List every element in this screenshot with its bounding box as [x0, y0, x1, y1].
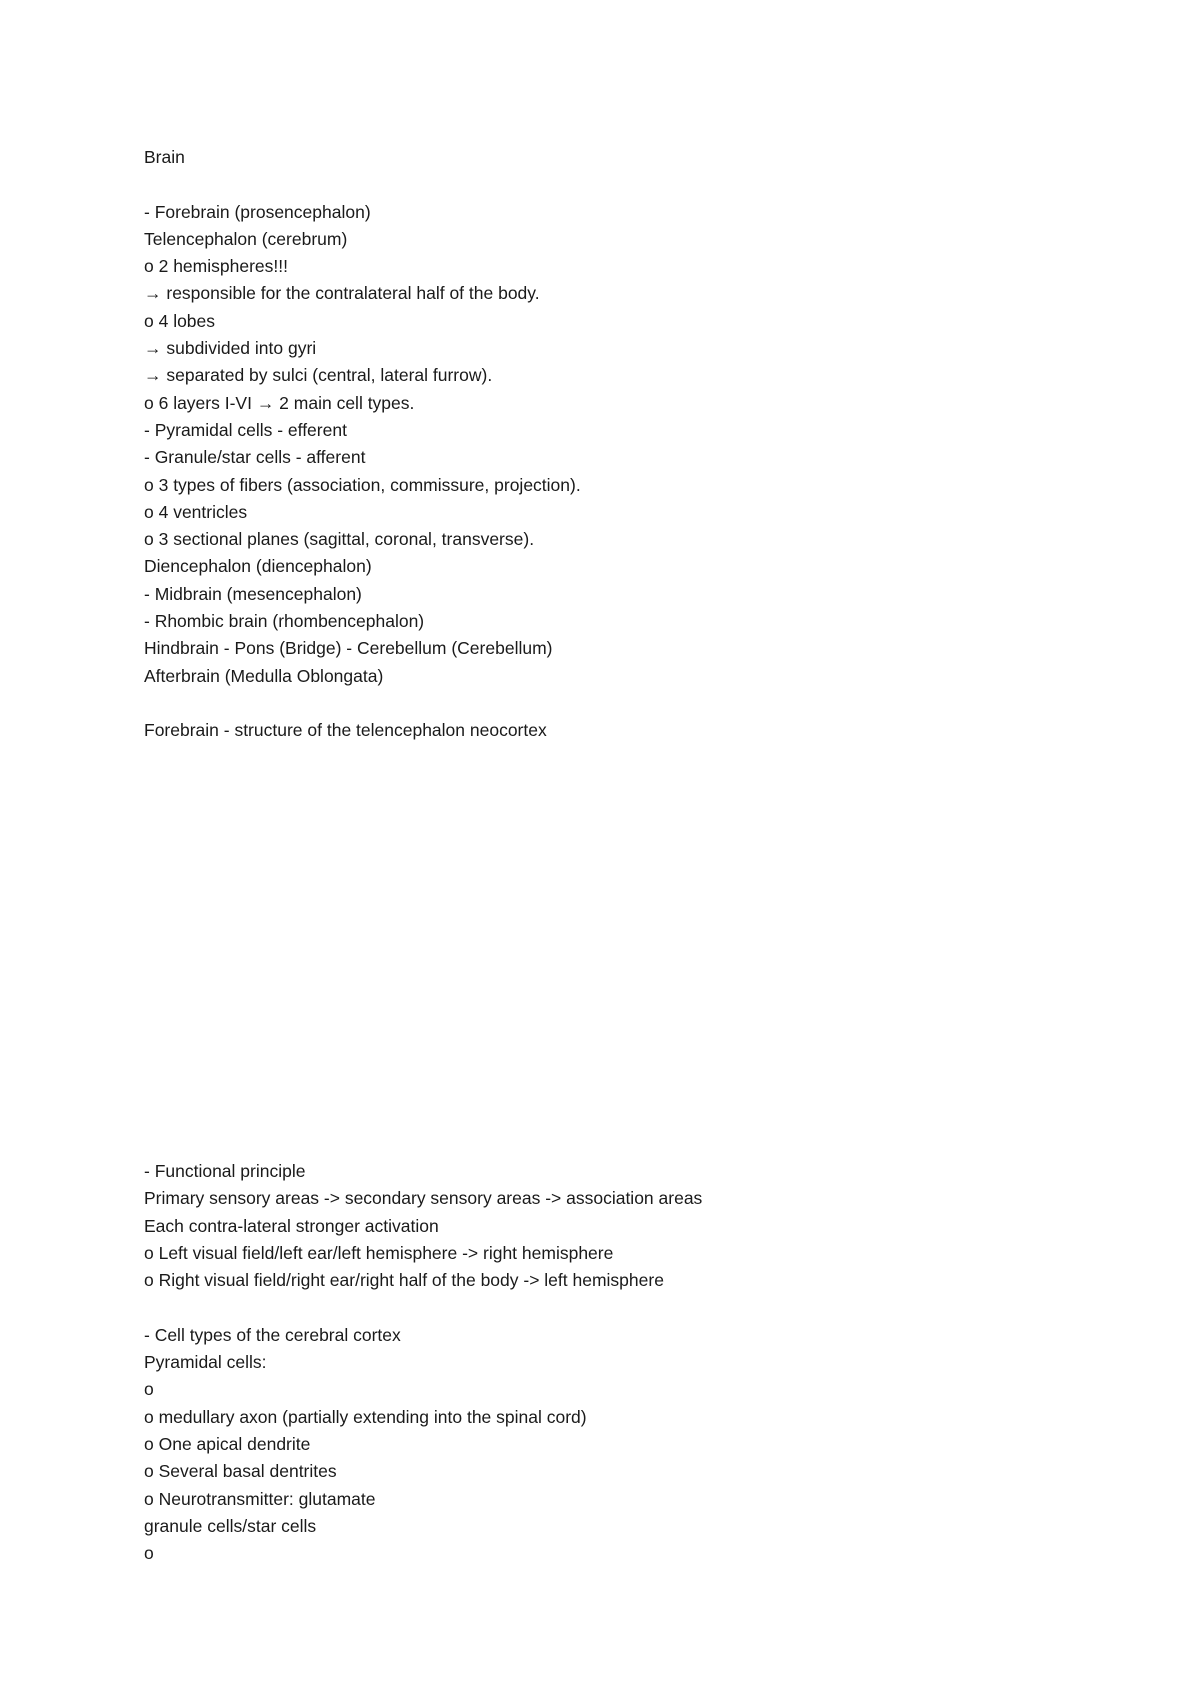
text-line: o 2 hemispheres!!!	[144, 256, 288, 277]
text-line: Each contra-lateral stronger activation	[144, 1215, 439, 1236]
blank-line	[144, 690, 581, 717]
blank-line	[144, 171, 581, 198]
text-line: o	[144, 1379, 154, 1400]
text-line: Pyramidal cells:	[144, 1352, 267, 1373]
text-line: o Right visual field/right ear/right half of the body -> left hemisphere	[144, 1270, 664, 1291]
text-line: - Rhombic brain (rhombencephalon)	[144, 611, 425, 632]
text-line: Diencephalon (diencephalon)	[144, 556, 372, 577]
text-block-functional-principle	[144, 1158, 702, 1567]
text-line: - Functional principle	[144, 1161, 306, 1181]
text-line: o 4 lobes	[144, 310, 216, 331]
text-line: o One apical dendrite	[144, 1433, 311, 1454]
text-line: o 3 sectional planes (sagittal, coronal, transverse).	[144, 529, 535, 550]
text-line: - Midbrain (mesencephalon)	[144, 583, 362, 604]
text-line: Afterbrain (Medulla Oblongata)	[144, 665, 384, 686]
text-line: → separated by sulci (central, lateral furrow).	[144, 365, 493, 386]
text-line: o 6 layers I-VI → 2 main cell types.	[144, 392, 415, 413]
text-line: - Granule/star cells - afferent	[144, 447, 366, 468]
text-line: o Several basal dentrites	[144, 1461, 337, 1482]
text-line: o Neurotransmitter: glutamate	[144, 1488, 376, 1509]
text-line: - Pyramidal cells - efferent	[144, 419, 347, 440]
text-line: o medullary axon (partially extending into the spinal cord)	[144, 1406, 587, 1427]
text-line: Hindbrain - Pons (Bridge) - Cerebellum (Cerebellum)	[144, 638, 553, 659]
text-line: - Cell types of the cerebral cortex	[144, 1324, 401, 1345]
text-line: granule cells/star cells	[144, 1515, 317, 1536]
text-line: Forebrain - structure of the telencephalon neocortex	[144, 720, 547, 741]
text-line: Brain	[144, 147, 185, 167]
text-block-brain-overview	[144, 144, 581, 745]
text-line: Primary sensory areas -> secondary sensory areas -> association areas	[144, 1188, 703, 1209]
text-line: o 3 types of fibers (association, commissure, projection).	[144, 474, 581, 495]
blank-line	[144, 1294, 702, 1321]
text-line: → subdivided into gyri	[144, 338, 317, 359]
text-line: - Forebrain (prosencephalon)	[144, 201, 371, 222]
text-line: o	[144, 1543, 154, 1564]
text-line: Telencephalon (cerebrum)	[144, 228, 348, 249]
text-line: o 4 ventricles	[144, 501, 248, 522]
text-line: o Left visual field/left ear/left hemisphere -> right hemisphere	[144, 1242, 614, 1263]
text-line: → responsible for the contralateral half of the body.	[144, 283, 540, 304]
